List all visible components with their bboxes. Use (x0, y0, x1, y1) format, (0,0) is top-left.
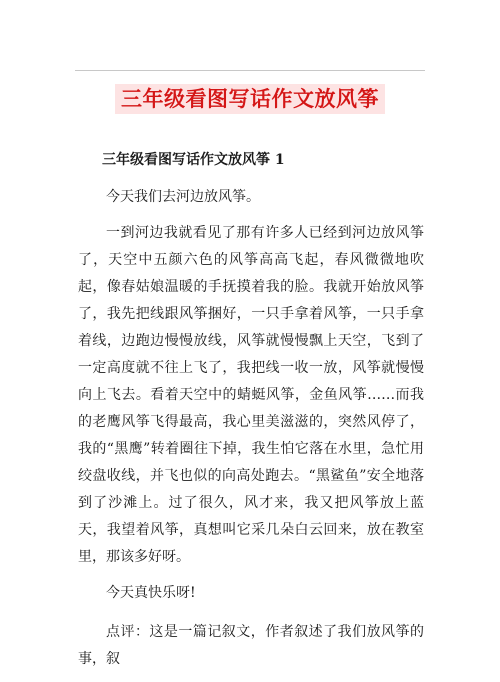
title-container (0, 84, 500, 114)
article-body (78, 150, 424, 682)
paragraph-intro: 今天我们去河边放风筝。 (106, 189, 260, 205)
page-title: 三年级看图写话作文放风筝 (115, 84, 385, 114)
top-divider (75, 70, 425, 71)
paragraph-comment: 点评：这是一篇记叙文，作者叙述了我们放风筝的事，叙 (78, 624, 424, 667)
article-subtitle: 三年级看图写话作文放风筝 1 (102, 152, 285, 168)
paragraph-main: 一到河边我就看见了那有许多人已经到河边放风筝了，天空中五颜六色的风筝高高飞起，春风微微地吹起，像春姑娘温暖的手抚摸着我的脸。我就开始放风筝了，我先把线跟风筝捆好，一只手拿着风筝，一只手拿着线，边跑边慢慢放线，风筝就慢慢飘上天空，飞到了一定高度就不往上飞了，我把线一收一放，风筝就慢慢向上飞去。看着天空中的蜻蜓风筝，金鱼风筝……而我的老鹰风筝飞得最高，我心里美滋滋的，突然风停了，我的“黑鹰”转着圈往下掉，我生怕它落在水里，急忙用绞盘收线，并飞也似的向高处跑去。“黑鲨鱼”安全地落到了沙滩上。过了很久，风才来，我又把风筝放上蓝天，我望着风筝，真想叫它采几朵白云回来，放在教室里，那该多好呀。 (78, 225, 424, 565)
paragraph-closing: 今天真快乐呀! (106, 585, 196, 601)
